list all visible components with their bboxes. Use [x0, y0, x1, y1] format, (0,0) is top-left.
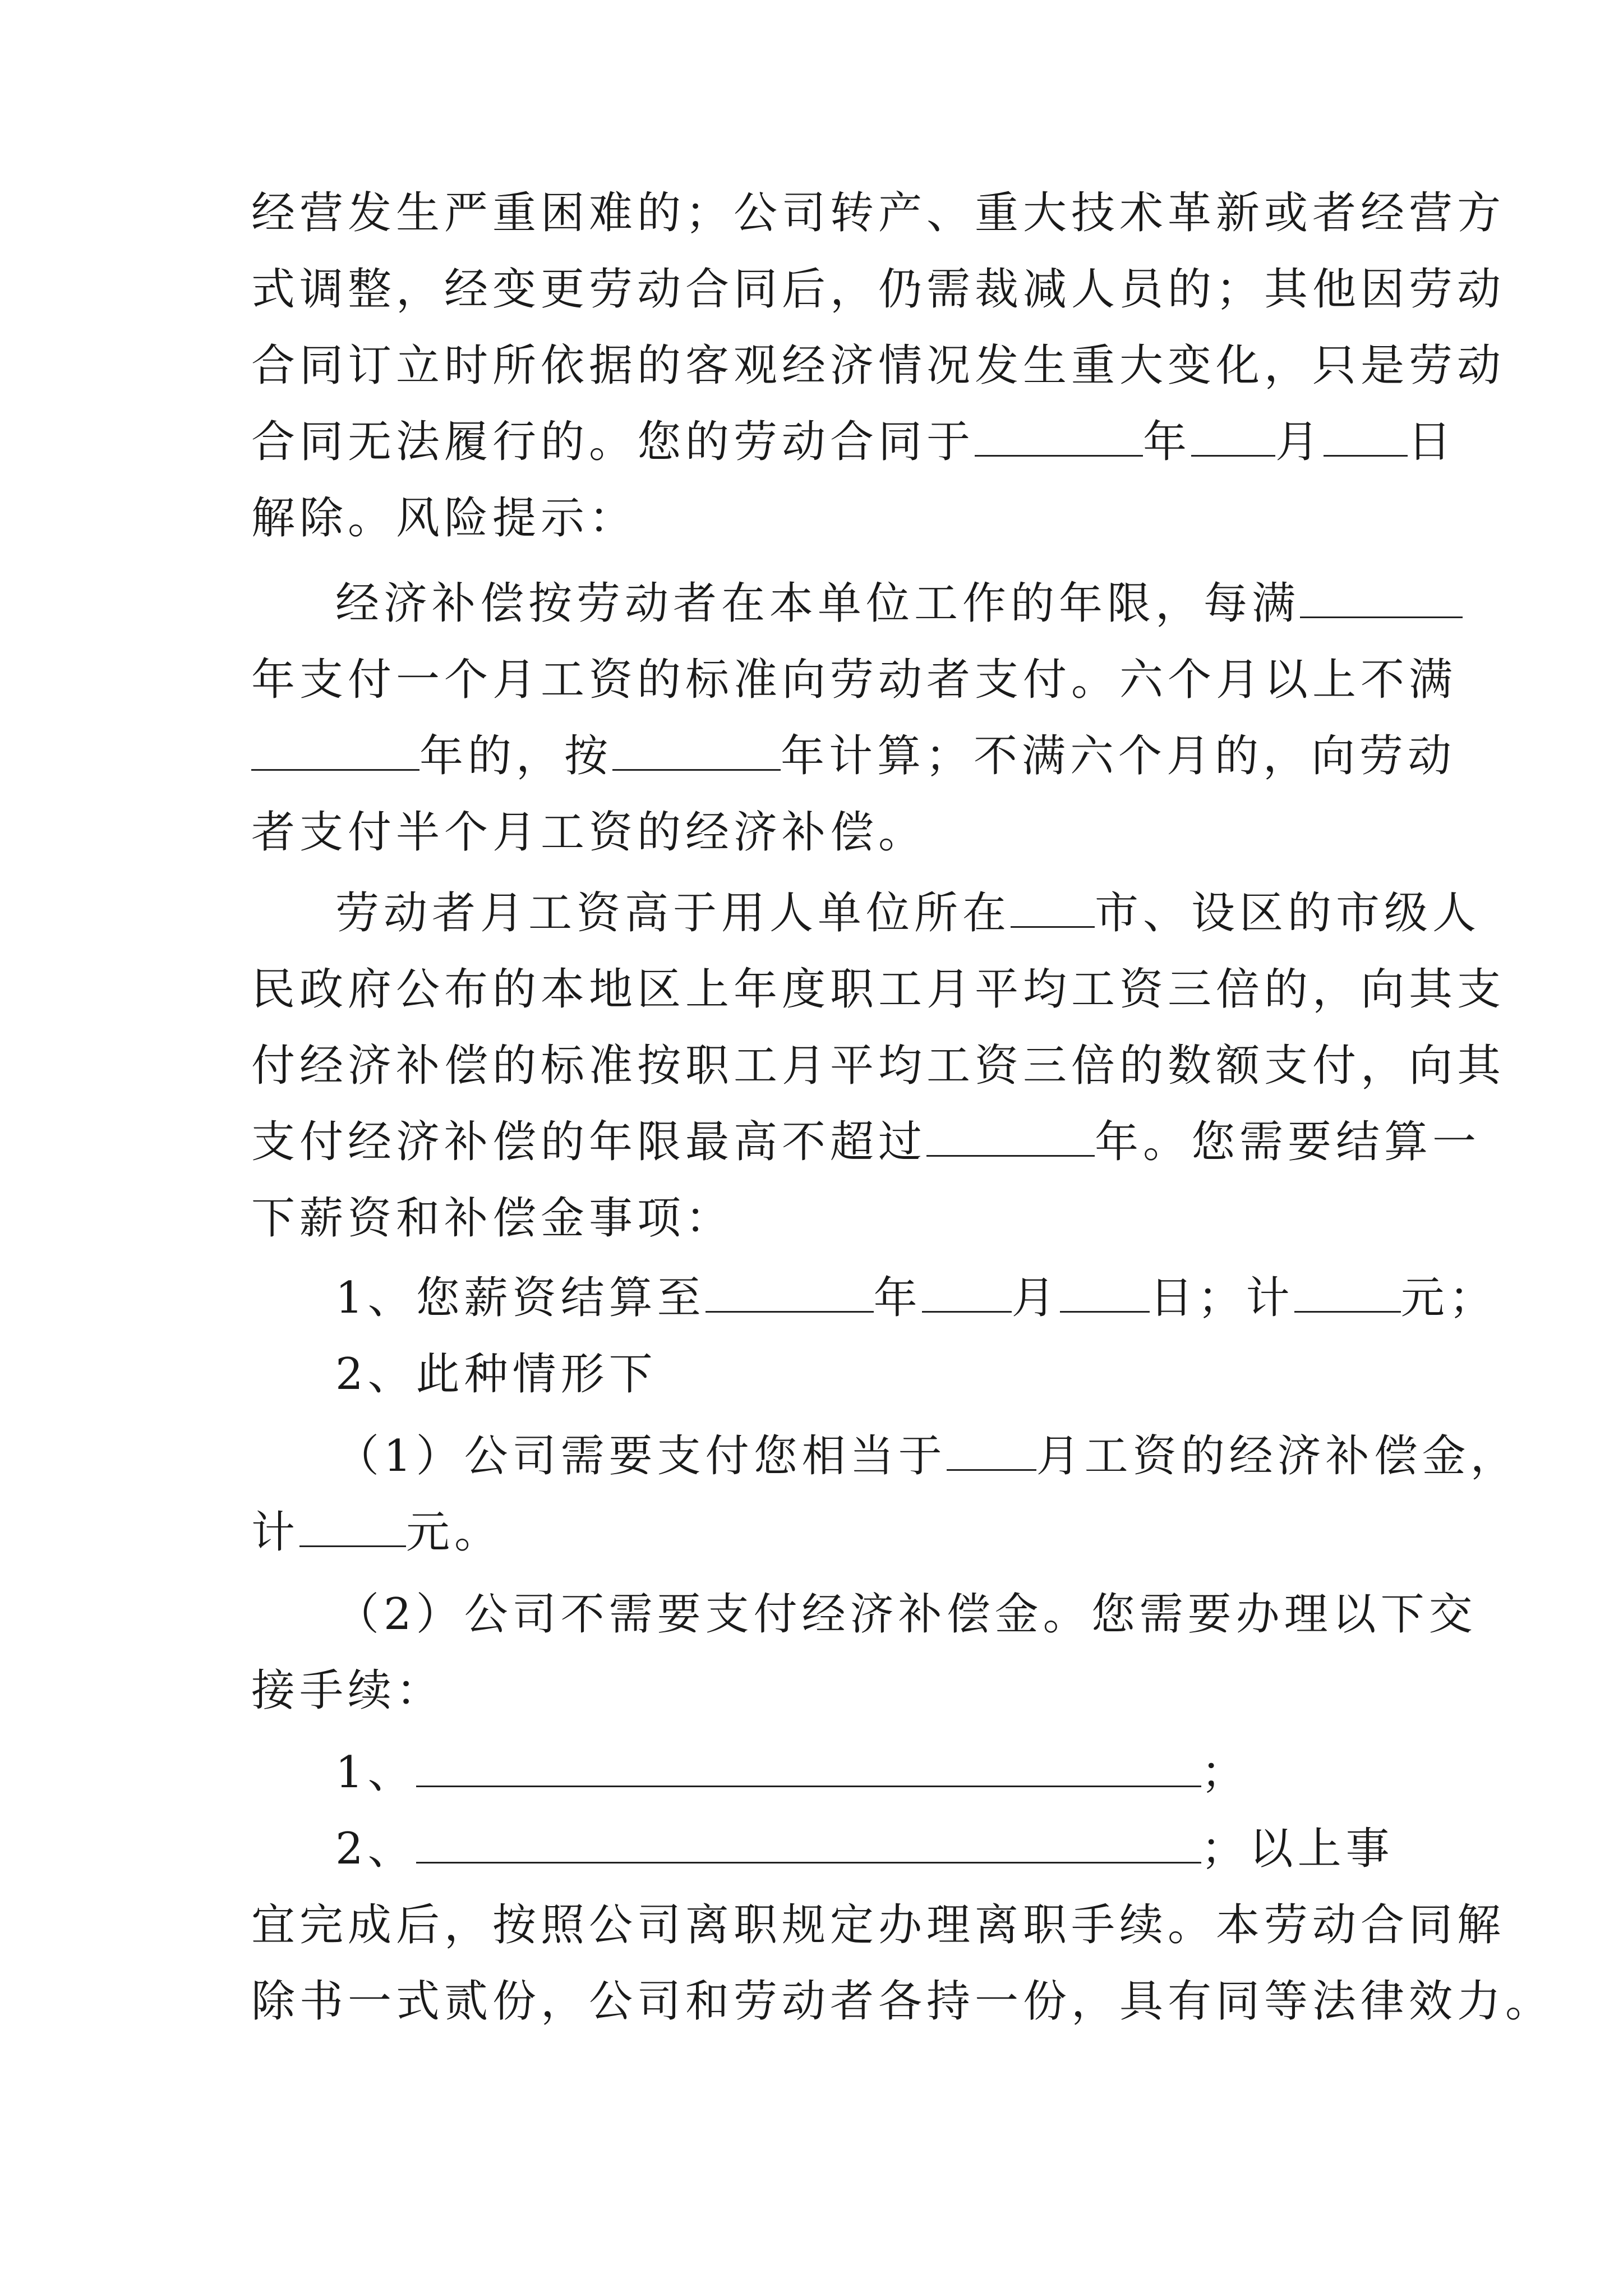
text-run: 除书一式贰份，公司和劳动者各持一份，具有同等法律效力。: [251, 1976, 1554, 2027]
text-line: [335, 885, 1481, 941]
text-line: [251, 338, 1505, 394]
text-line: [251, 1973, 1553, 2030]
text-run: 解除。风险提示：: [251, 493, 638, 544]
text-run: 经济补偿按劳动者在本单位工作的年限，每满: [335, 578, 1301, 629]
blank-underline: [947, 1430, 1036, 1471]
text-run: 付经济补偿的标准按职工月平均工资三倍的数额支付，向其: [251, 1041, 1506, 1091]
text-line: [251, 652, 1457, 708]
text-line: [251, 728, 1456, 784]
blank-underline: [1300, 577, 1463, 618]
text-run: 计: [251, 1507, 300, 1558]
text-line: [251, 1504, 502, 1561]
text-run: 1、您薪资结算至: [335, 1273, 706, 1323]
text-run: 日；计: [1149, 1273, 1294, 1323]
text-line: [335, 1428, 1519, 1484]
blank-underline: [612, 730, 781, 771]
text-run: 月: [1011, 1273, 1060, 1323]
text-run: 合同无法履行的。您的劳动合同于: [251, 417, 975, 467]
text-run: 年: [1143, 417, 1192, 467]
blank-underline: [1011, 887, 1095, 928]
text-run: 市、设区的市级人: [1095, 888, 1481, 938]
text-run: 年的，按: [419, 731, 613, 781]
text-line: [251, 1663, 444, 1719]
text-line: [251, 414, 1456, 470]
text-run: ；以上事: [1201, 1824, 1394, 1874]
text-line: [251, 185, 1505, 241]
text-run: 合同订立时所依据的客观经济情况发生重大变化，只是劳动: [251, 341, 1506, 391]
text-run: 年: [873, 1273, 922, 1323]
blank-underline: [1060, 1272, 1150, 1313]
blank-underline: [1191, 416, 1275, 457]
blank-underline: [706, 1272, 874, 1313]
text-run: 者支付半个月工资的经济补偿。: [251, 807, 927, 858]
text-line: [251, 961, 1505, 1018]
text-run: （2）公司不需要支付经济补偿金。您需要办理以下交: [335, 1589, 1477, 1640]
blank-underline: [299, 1506, 406, 1547]
text-run: 2、此种情形下: [335, 1349, 657, 1400]
text-line: [335, 1270, 1497, 1326]
text-run: 劳动者月工资高于用人单位所在: [335, 888, 1011, 938]
text-run: 元。: [406, 1507, 503, 1558]
text-run: 元；: [1400, 1273, 1497, 1323]
text-line: [251, 1114, 1481, 1170]
text-run: 2、: [335, 1824, 416, 1874]
text-run: 月: [1275, 417, 1324, 467]
blank-underline: [926, 1116, 1095, 1157]
text-line: [335, 576, 1463, 632]
text-line: [251, 490, 637, 546]
text-run: 接手续：: [251, 1665, 445, 1716]
blank-underline: [922, 1272, 1012, 1313]
text-run: 年。您需要结算一: [1095, 1117, 1481, 1167]
text-run: 1、: [335, 1747, 416, 1798]
blank-underline: [1324, 416, 1408, 457]
text-run: 日: [1408, 417, 1456, 467]
text-run: 支付经济补偿的年限最高不超过: [251, 1117, 927, 1167]
text-line: [335, 1745, 1249, 1801]
blank-underline: [975, 416, 1143, 457]
text-run: 式调整，经变更劳动合同后，仍需裁减人员的；其他因劳动: [251, 264, 1506, 315]
blank-underline: [1294, 1272, 1401, 1313]
text-line: [251, 1897, 1505, 1953]
text-line: [251, 1190, 734, 1246]
text-run: 宜完成后，按照公司离职规定办理离职手续。本劳动合同解: [251, 1900, 1506, 1950]
blank-underline: [416, 1823, 1201, 1864]
text-run: 下薪资和补偿金事项：: [251, 1193, 734, 1244]
blank-underline: [251, 730, 419, 771]
text-run: ；: [1201, 1747, 1249, 1798]
text-run: 经营发生严重困难的；公司转产、重大技术革新或者经营方: [251, 188, 1506, 238]
text-line: [251, 804, 926, 861]
text-line: [335, 1821, 1394, 1877]
text-run: 年计算；不满六个月的，向劳动: [781, 731, 1456, 781]
text-line: [335, 1586, 1477, 1642]
text-run: 月工资的经济补偿金，: [1036, 1431, 1519, 1481]
text-run: （1）公司需要支付您相当于: [335, 1431, 947, 1481]
text-line: [251, 1038, 1505, 1094]
blank-underline: [416, 1746, 1201, 1787]
text-run: 年支付一个月工资的标准向劳动者支付。六个月以上不满: [251, 655, 1458, 705]
text-line: [335, 1346, 657, 1402]
text-run: 民政府公布的本地区上年度职工月平均工资三倍的，向其支: [251, 964, 1506, 1015]
text-line: [251, 261, 1505, 318]
